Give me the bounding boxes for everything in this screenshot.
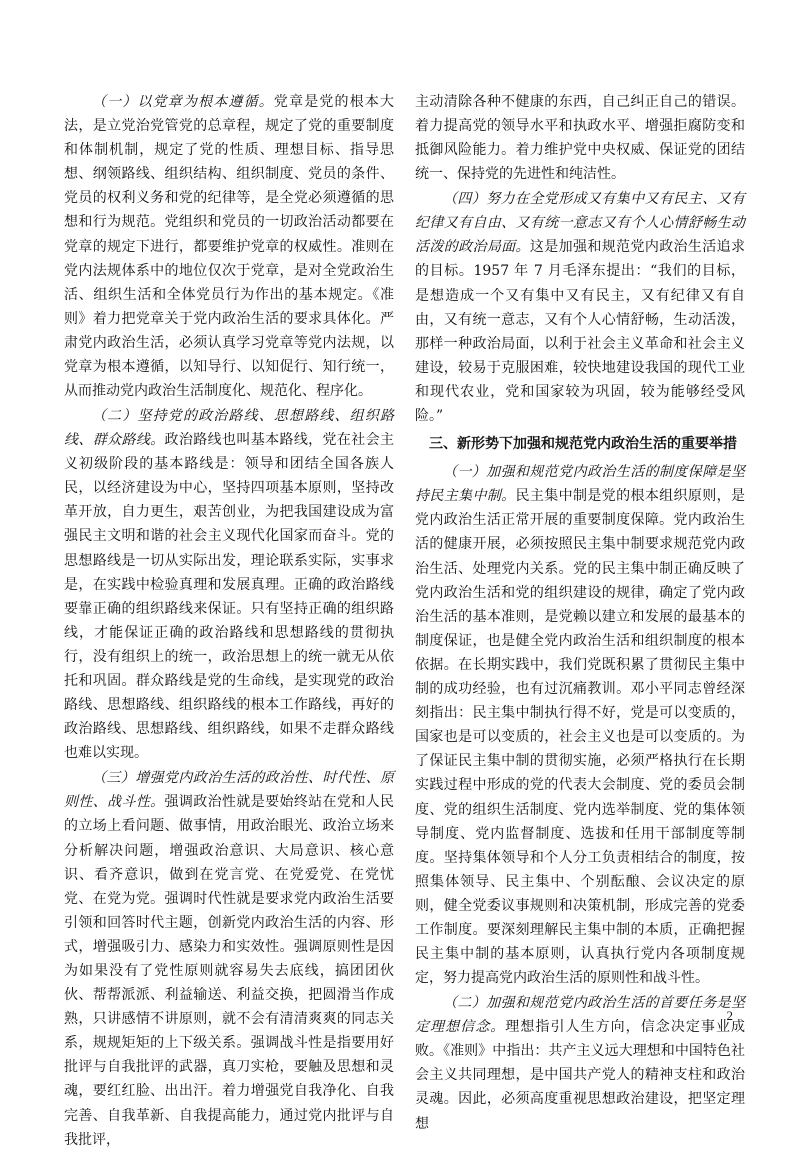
paragraph-lead: （二）坚持党的政治路线、思想路线、组织路线、群众路线。 bbox=[64, 408, 394, 449]
right-column bbox=[415, 90, 745, 1136]
section-heading: 三、新形势下加强和规范党内政治生活的重要举措 bbox=[429, 436, 737, 453]
paragraph-continuation: 主动清除各种不健康的东西，自己纠正自己的错误。着力提高党的领导水平和执政水平、增强拒腐防变和抵御风险能力。着力维护党中央权威、保证党的团结统一、保持党的先进性和纯洁性。 bbox=[415, 94, 745, 183]
paragraph-lead: （三）增强党内政治生活的政治性、时代性、原则性、战斗性。 bbox=[64, 770, 394, 811]
paragraph-lead: （二）加强和规范党内政治生活的首要任务是坚定理想信念。 bbox=[415, 995, 745, 1036]
paragraph-lead: （四）努力在全党形成又有集中又有民主、又有纪律又有自由、又有统一意志又有个人心情舒畅生动活泼的政治局面。 bbox=[415, 191, 745, 256]
paragraph-lead: （一）加强和规范党内政治生活的制度保障是坚持民主集中制。 bbox=[415, 464, 745, 505]
paragraph-lead: （一）以党章为根本遵循。 bbox=[92, 94, 274, 110]
paragraph-text: 强调政治性就是要始终站在党和人民的立场上看问题、做事情，用政治眼光、政治立场来分析解决问题，增强政治意识、大局意识、核心意识、看齐意识，做到在党言党、在党爱党、在党忧党、在党为党。强调时代性就是要求党内政治生活要引领和回答时代主题，创新党内政治生活的内容、形式，增强吸引力、感染力和实效性。强调原则性是因为如果没有了党性原则就容易失去底线，搞团团伙伙、帮帮派派、利益输送、利益交换，把圆滑当作成熟，只讲感情不讲原则，就不会有清清爽爽的同志关系，规规矩矩的上下级关系。强调战斗性是指要用好批评与自我批评的武器，真刀实枪，要触及思想和灵魂，要红红脸、出出汗。着力增强党自我净化、自我完善、自我革新、自我提高能力，通过党内批评与自我批评， bbox=[64, 794, 395, 1148]
paragraph-ideals-convictions bbox=[415, 991, 745, 1136]
paragraph-text: 民主集中制是党的根本组织原则，是党内政治生活正常开展的重要制度保障。党内政治生活的健康开展，必须按照民主集中制要求规范党内政治生活、处理党内关系。党的民主集中制正确反映了党内政治生活和党的组织建设的规律，确定了党内政治生活的基本准则，是党赖以建立和发展的最基本的制度保证，也是健全党内政治生活和组织制度的根本依据。在长期实践中，我们党既积累了贯彻民主集中制的成功经验，也有过沉痛教训。邓小平同志曾经深刻指出：民主集中制执行得不好，党是可以变质的，国家也是可以变质的，社会主义也是可以变质的。为了保证民主集中制的贯彻实施，必须严格执行在长期实践过程中形成的党的代表大会制度、党的委员会制度、党的组织生活制度、党内选举制度、党的集体领导制度、党内监督制度、选拔和任用干部制度等制度。坚持集体领导和个人分工负责相结合的制度，按照集体领导、民主集中、个别酝酿、会议决定的原则，健全党委议事规则和决策机制，形成完善的党委工作制度。要深刻理解民主集中制的本质，正确把握民主集中制的基本原则，认真执行党内各项制度规定，努力提高党内政治生活的原则性和战斗性。 bbox=[415, 488, 746, 987]
paragraph-text: 党章是党的根本大法，是立党治党管党的总章程，规定了党的重要制度和体制机制，规定了党的性质、理想目标、指导思想、纲领路线、组织结构、组织制度、党员的条件、党员的权利义务和党的纪律等，是全党必须遵循的思想和行为规范。党组织和党员的一切政治活动都要在党章的规定下进行，都要维护党章的权威性。准则在党内法规体系中的地位仅次于党章，是对全党政治生活、组织生活和全体党员行为作出的基本规定。《准则》着力把党章关于党内政治生活的要求具体化。严肃党内政治生活，必须认真学习党章等党内法规，以党章为根本遵循，以知导行、以知促行、知行统一，从而推动党内政治生活制度化、规范化、程序化。 bbox=[64, 94, 395, 400]
paragraph-party-constitution bbox=[64, 90, 394, 403]
paragraph-political-situation bbox=[415, 187, 745, 428]
left-column bbox=[64, 90, 394, 1153]
paragraph-text: 理想指引人生方向，信念决定事业成败。《准则》中指出：共产主义远大理想和中国特色社会主义共同理想，是中国共产党人的精神支柱和政治灵魂。因此，必须高度重视思想政治建设，把坚定理想 bbox=[415, 1019, 746, 1132]
paragraph-four-characteristics bbox=[64, 766, 394, 1152]
paragraph-text: 这是加强和规范党内政治生活追求的目标。1957 年 7 月毛泽东提出：“我们的目标，是想造成一个又有集中又有民主，又有纪律又有自由，又有统一意志，又有个人心情舒畅，生动活泼，那样一种政治局面，以利于社会主义革命和社会主义建设，较易于克服困难，较快地建设我国的现代工业和现代农业，党和国家较为巩固，较为能够经受风险。” bbox=[415, 239, 746, 425]
paragraph-text: 政治路线也叫基本路线，党在社会主义初级阶段的基本路线是：领导和团结全国各族人民，以经济建设为中心，坚持四项基本原则，坚持改革开放，自力更生，艰苦创业，为把我国建设成为富强民主文明和谐的社会主义现代化国家而奋斗。党的思想路线是一切从实际出发，理论联系实际，实事求是，在实践中检验真理和发展真理。正确的政治路线要靠正确的组织路线来保证。只有坚持正确的组织路线，才能保证正确的政治路线和思想路线的贯彻执行，没有组织上的统一，政治思想上的统一就无从依托和巩固。群众路线是党的生命线，是实现党的政治路线、思想路线、组织路线的根本工作路线，再好的政治路线、思想路线、组织路线，如果不走群众路线也难以实现。 bbox=[64, 432, 395, 762]
paragraph-four-lines bbox=[64, 404, 394, 765]
paragraph-democratic-centralism bbox=[415, 460, 745, 990]
page-number: 2 bbox=[726, 1008, 733, 1023]
